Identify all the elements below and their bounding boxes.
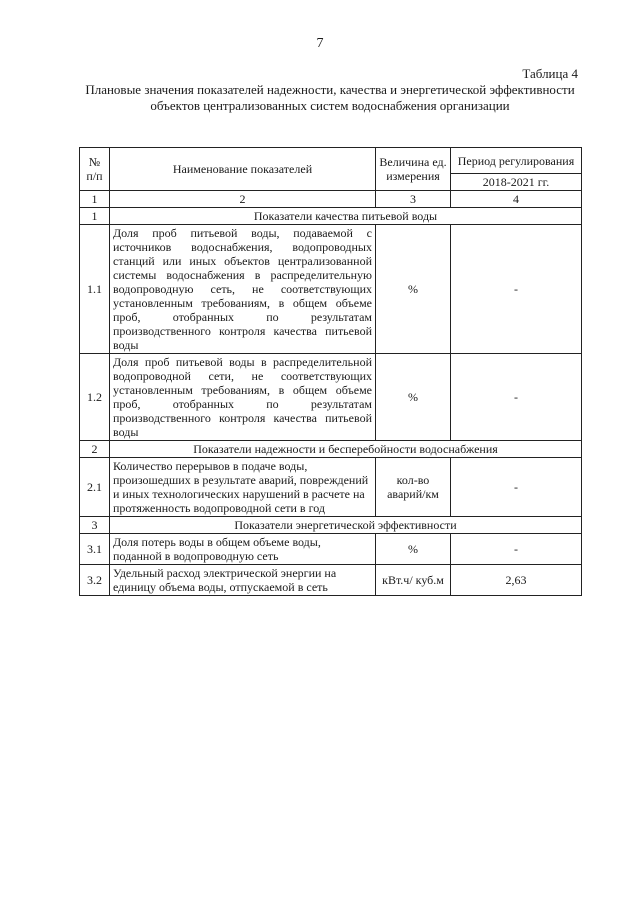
- table-row: [80, 354, 582, 441]
- column-number: 1: [80, 191, 110, 208]
- header-period: Период регулирования: [451, 148, 582, 174]
- table-row: [80, 565, 582, 596]
- row-name: Удельный расход электрической энергии на единицу объема воды, отпускаемой в сеть: [110, 565, 376, 596]
- row-num: 1.2: [80, 354, 110, 441]
- row-name: Количество перерывов в подаче воды, произошедших в результате аварий, повреждений и иных технологических нарушений в расчете на протяженность водопроводной сети в год: [110, 458, 376, 517]
- page-number: 7: [316, 36, 324, 51]
- column-number: 4: [451, 191, 582, 208]
- section-row: [80, 208, 582, 225]
- header-num: № п/п: [80, 148, 110, 191]
- row-value: -: [451, 458, 582, 517]
- table-label: Таблица 4: [522, 66, 578, 81]
- section-num: 1: [80, 208, 110, 225]
- section-num: 3: [80, 517, 110, 534]
- row-value: -: [451, 225, 582, 354]
- row-unit: %: [376, 354, 451, 441]
- row-num: 2.1: [80, 458, 110, 517]
- column-number: 3: [376, 191, 451, 208]
- section-title: Показатели качества питьевой воды: [110, 208, 582, 225]
- header-period-years: 2018-2021 гг.: [451, 174, 582, 191]
- table-row: [80, 458, 582, 517]
- row-value: -: [451, 534, 582, 565]
- row-unit: кол-во аварий/км: [376, 458, 451, 517]
- table-row: [80, 225, 582, 354]
- row-unit: %: [376, 225, 451, 354]
- row-name: Доля проб питьевой воды в распределительной водопроводной сети, не соответствующих установленным требованиям, в общем объеме проб, отобранных по результатам производственного контроля качества питьевой воды: [110, 354, 376, 441]
- column-number: 2: [110, 191, 376, 208]
- section-title: Показатели надежности и бесперебойности водоснабжения: [110, 441, 582, 458]
- table-row: [80, 534, 582, 565]
- header-unit: Величина ед. измерения: [376, 148, 451, 191]
- row-unit: %: [376, 534, 451, 565]
- header-row: [80, 148, 582, 174]
- row-num: 3.2: [80, 565, 110, 596]
- row-num: 1.1: [80, 225, 110, 354]
- section-row: [80, 517, 582, 534]
- row-num: 3.1: [80, 534, 110, 565]
- section-row: [80, 441, 582, 458]
- table-caption: Плановые значения показателей надежности, качества и энергетической эффективности объектов централизованных систем водоснабжения организации: [85, 82, 575, 113]
- row-name: Доля проб питьевой воды, подаваемой с источников водоснабжения, водопроводных станций или иных объектов централизованной системы водоснабжения в распределительную водопроводную сеть, не соответствующих установленным требованиям, в общем объеме проб, отобранных по результатам производственного контроля качества питьевой воды: [110, 225, 376, 354]
- row-value: -: [451, 354, 582, 441]
- indicators-table: [79, 147, 582, 596]
- section-title: Показатели энергетической эффективности: [110, 517, 582, 534]
- row-unit: кВт.ч/ куб.м: [376, 565, 451, 596]
- row-name: Доля потерь воды в общем объеме воды, поданной в водопроводную сеть: [110, 534, 376, 565]
- column-numbers-row: [80, 191, 582, 208]
- section-num: 2: [80, 441, 110, 458]
- row-value: 2,63: [451, 565, 582, 596]
- header-name: Наименование показателей: [110, 148, 376, 191]
